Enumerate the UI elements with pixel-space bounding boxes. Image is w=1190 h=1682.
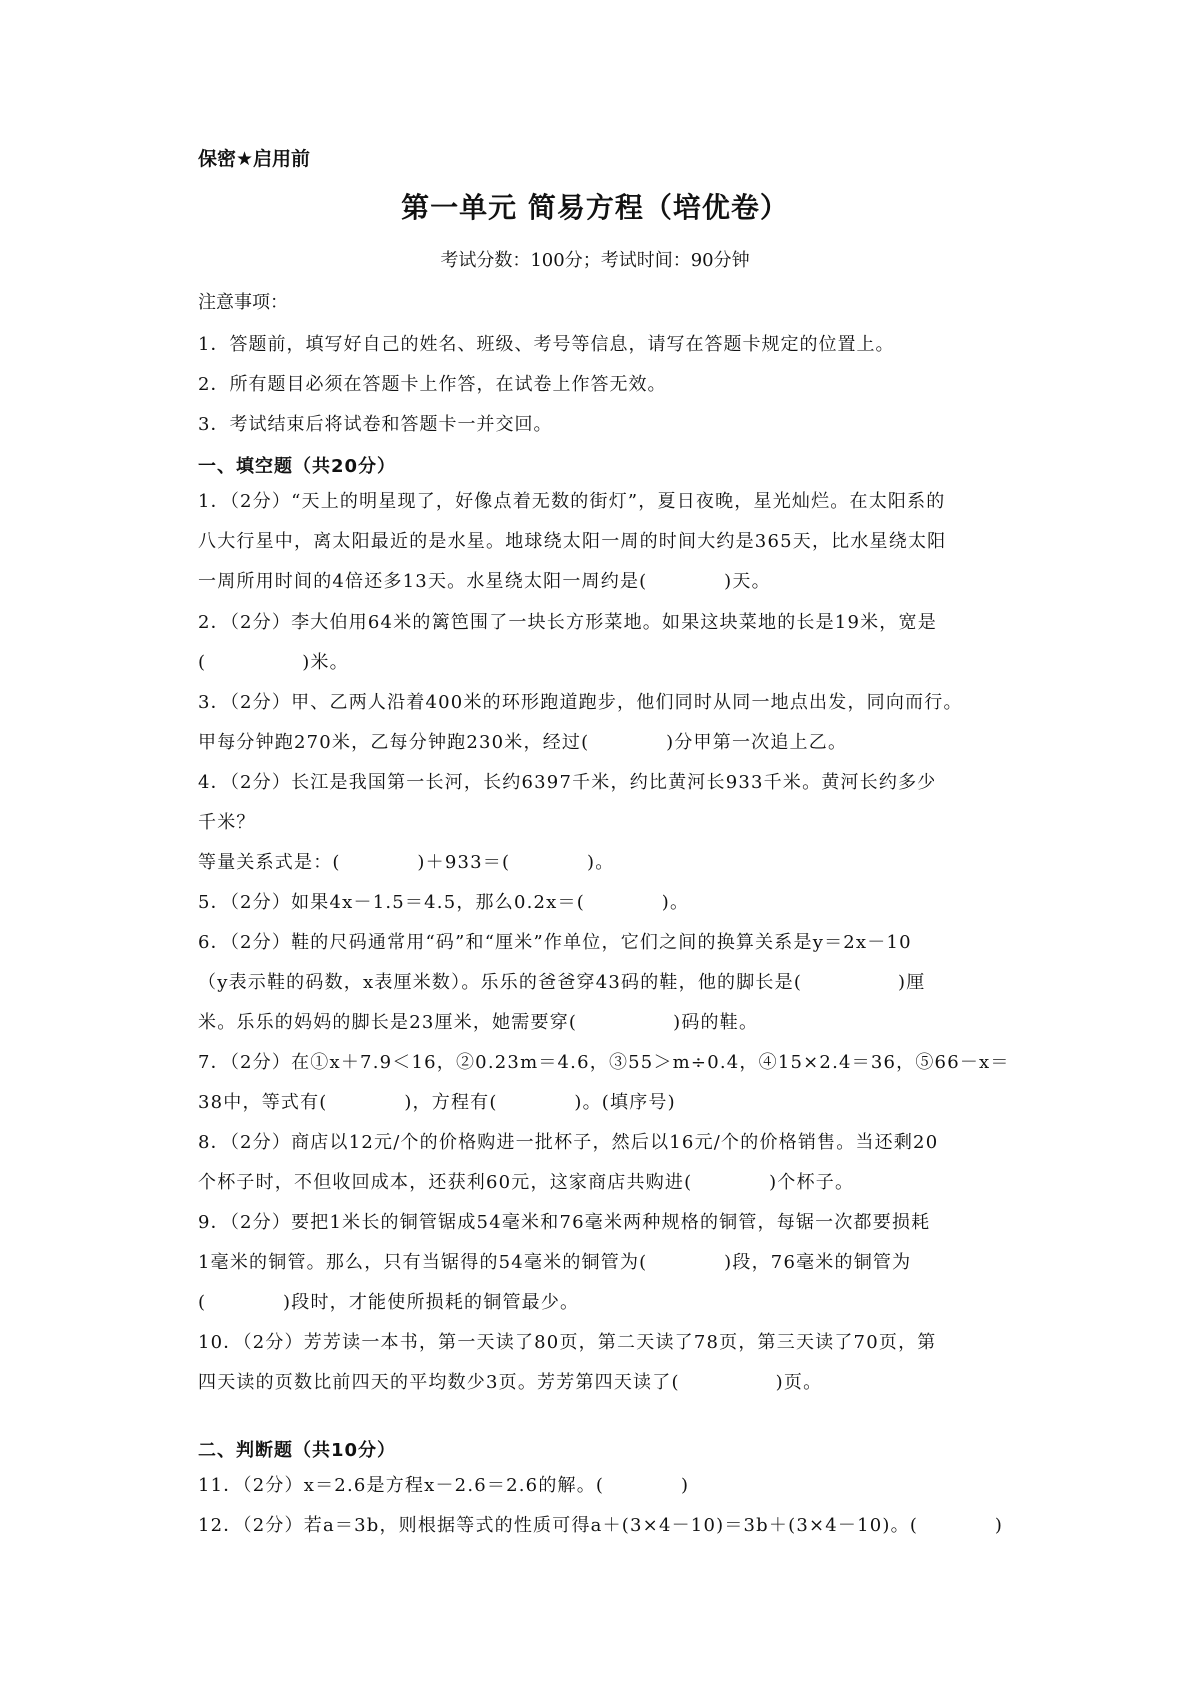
section-heading-judge: 二、判断题（共10分）	[198, 1440, 397, 1461]
question-line: 2．（2分）李大伯用64米的篱笆围了一块长方形菜地。如果这块菜地的长是19米，宽是	[198, 612, 937, 633]
question-line: ( )段时，才能使所损耗的铜管最少。	[198, 1292, 580, 1313]
question-line: 4．（2分）长江是我国第一长河，长约6397千米，约比黄河长933千米。黄河长约多少	[198, 772, 937, 793]
question-line: 四天读的页数比前四天的平均数少3页。芳芳第四天读了( )页。	[198, 1372, 823, 1393]
question-line: 米。乐乐的妈妈的脚长是23厘米，她需要穿( )码的鞋。	[198, 1012, 759, 1033]
question-12	[198, 1506, 1010, 1546]
question-line: ( )米。	[198, 652, 349, 673]
question-line: 千米？	[198, 812, 256, 833]
question-10	[198, 1323, 1010, 1403]
notice-item: 1．答题前，填写好自己的姓名、班级、考号等信息，请写在答题卡规定的位置上。	[198, 334, 895, 355]
question-2	[198, 603, 1010, 683]
question-5	[198, 883, 1010, 923]
notice-item: 3．考试结束后将试卷和答题卡一并交回。	[198, 414, 553, 435]
question-line: 5．（2分）如果4x－1.5＝4.5，那么0.2x＝( )。	[198, 892, 690, 913]
confidential-label: 保密★启用前	[198, 148, 311, 170]
question-4	[198, 763, 1010, 883]
question-line: 10．（2分）芳芳读一本书，第一天读了80页，第二天读了78页，第三天读了70页，第	[198, 1332, 937, 1353]
question-line: 6．（2分）鞋的尺码通常用“码”和“厘米”作单位，它们之间的换算关系是y＝2x－10	[198, 932, 912, 953]
question-1	[198, 482, 1010, 602]
question-9	[198, 1203, 1010, 1323]
question-line: 8．（2分）商店以12元/个的价格购进一批杯子，然后以16元/个的价格销售。当还剩20	[198, 1132, 939, 1153]
question-6	[198, 923, 1010, 1043]
exam-info: 考试分数：100分；考试时间：90分钟	[440, 250, 750, 271]
notice-item: 2．所有题目必须在答题卡上作答，在试卷上作答无效。	[198, 374, 667, 395]
notice-label: 注意事项：	[198, 292, 288, 313]
question-line: 1毫米的铜管。那么，只有当锯得的54毫米的铜管为( )段，76毫米的铜管为	[198, 1252, 912, 1273]
question-line: 12．（2分）若a＝3b，则根据等式的性质可得a＋(3×4－10)＝3b＋(3×4－10)。( )	[198, 1515, 1004, 1536]
question-line: 9．（2分）要把1米长的铜管锯成54毫米和76毫米两种规格的铜管，每锯一次都要损耗	[198, 1212, 931, 1233]
question-line: 等量关系式是：( )＋933＝( )。	[198, 852, 615, 873]
question-3	[198, 683, 1010, 763]
question-line: 一周所用时间的4倍还多13天。水星绕太阳一周约是( )天。	[198, 571, 771, 592]
question-line: 1．（2分）“天上的明星现了，好像点着无数的街灯”，夏日夜晚，星光灿烂。在太阳系的	[198, 491, 946, 512]
question-line: 八大行星中，离太阳最近的是水星。地球绕太阳一周的时间大约是365天，比水星绕太阳	[198, 531, 947, 552]
question-11	[198, 1466, 1010, 1506]
question-line: 38中，等式有( )，方程有( )。(填序号)	[198, 1092, 676, 1113]
question-line: 11．（2分）x＝2.6是方程x－2.6＝2.6的解。( )	[198, 1475, 690, 1496]
question-line: 7．（2分）在①x＋7.9＜16，②0.23m＝4.6，③55＞m÷0.4，④15×2.4＝36，⑤66－x＝	[198, 1052, 1010, 1073]
question-7	[198, 1043, 1010, 1123]
question-8	[198, 1123, 1010, 1203]
question-line: 3．（2分）甲、乙两人沿着400米的环形跑道跑步，他们同时从同一地点出发，同向而行。	[198, 692, 963, 713]
question-line: 甲每分钟跑270米，乙每分钟跑230米，经过( )分甲第一次追上乙。	[198, 732, 848, 753]
page-title: 第一单元 简易方程（培优卷）	[401, 191, 789, 224]
section-heading-fill: 一、填空题（共20分）	[198, 456, 397, 477]
question-line: 个杯子时，不但收回成本，还获利60元，这家商店共购进( )个杯子。	[198, 1172, 855, 1193]
question-line: （y表示鞋的码数，x表厘米数）。乐乐的爸爸穿43码的鞋，他的脚长是( )厘	[198, 972, 926, 993]
